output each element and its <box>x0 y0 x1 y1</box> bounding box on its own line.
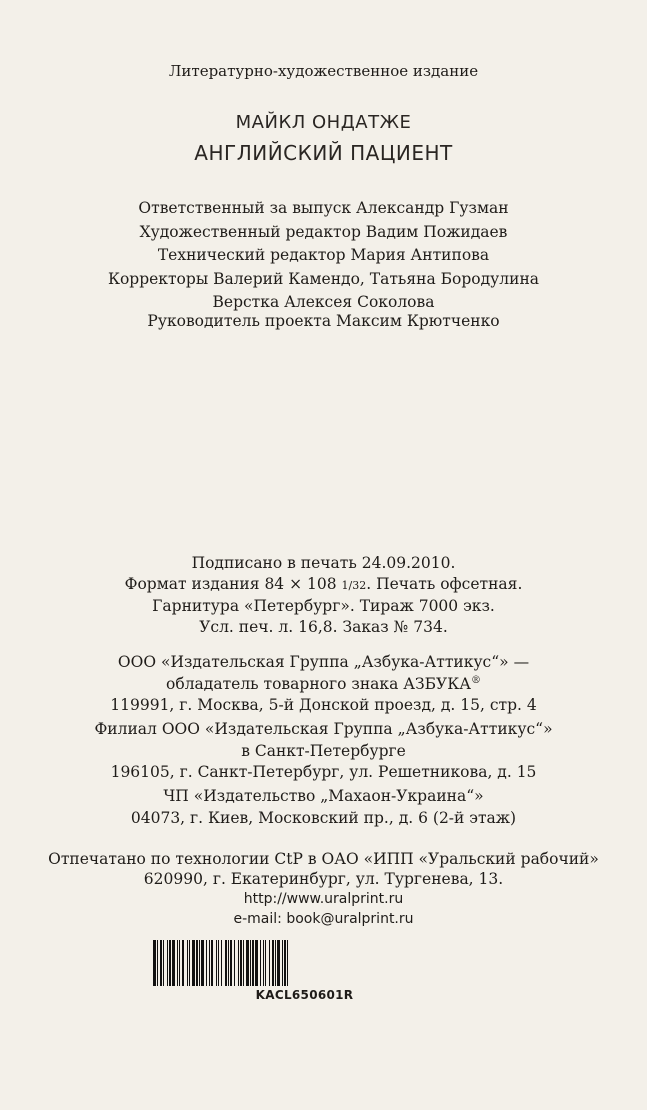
trademark-line: обладатель товарного знака АЗБУКА® <box>166 674 481 693</box>
registered-mark: ® <box>470 674 481 686</box>
printer-info <box>0 849 647 929</box>
credit-line: Художественный редактор Вадим Пожидаев <box>139 222 508 241</box>
branch-name: Филиал ООО «Издательская Группа „Азбука-Аттикус“» <box>94 720 553 738</box>
branch-city: в Санкт-Петербурге <box>241 741 406 760</box>
author-name: МАЙКЛ ОНДАТЖЕ <box>235 112 412 133</box>
credit-line: Технический редактор Мария Антипова <box>157 246 490 264</box>
print-info <box>0 553 647 638</box>
printer-name: Отпечатано по технологии CtP в ОАО «ИПП «Уральский рабочий» <box>48 850 599 868</box>
series-note: Литературно-художественное издание <box>168 62 479 80</box>
book-title: АНГЛИЙСКИЙ ПАЦИЕНТ <box>194 141 453 165</box>
ukraine-partner <box>0 786 647 829</box>
barcode <box>153 940 456 1002</box>
format-fraction: 1/32 <box>341 579 367 592</box>
branch-info <box>0 719 647 784</box>
printer-address: 620990, г. Екатеринбург, ул. Тургенева, 13. <box>143 870 504 888</box>
ukraine-address: 04073, г. Киев, Московский пр., д. 6 (2-й этаж) <box>130 808 517 827</box>
typeface-run: Гарнитура «Петербург». Тираж 7000 экз. <box>152 597 495 615</box>
credits-list <box>0 197 647 315</box>
format-line: Формат издания 84 × 108 1/32. Печать офсетная. <box>124 575 523 593</box>
branch-address: 196105, г. Санкт-Петербург, ул. Решетникова, д. 15 <box>110 763 537 781</box>
sheets-order: Усл. печ. л. 16,8. Заказ № 734. <box>199 618 448 636</box>
credit-line: Ответственный за выпуск Александр Гузман <box>138 199 509 217</box>
barcode-bars <box>153 940 456 986</box>
publisher-address: 119991, г. Москва, 5-й Донской проезд, д. 15, стр. 4 <box>110 696 537 714</box>
credit-line: Верстка Алексея Соколова <box>212 293 435 311</box>
publisher-name: ООО «Издательская Группа „Азбука-Аттикус“» — <box>117 653 530 671</box>
credit-line: Корректоры Валерий Камендо, Татьяна Бородулина <box>107 269 540 288</box>
ukraine-name: ЧП «Издательство „Махаон-Украина“» <box>163 787 484 805</box>
barcode-label: KACL650601R <box>255 988 354 1002</box>
publisher-info <box>0 652 647 717</box>
printer-url: http://www.uralprint.ru <box>243 891 404 907</box>
signed-date: Подписано в печать 24.09.2010. <box>191 554 456 572</box>
printer-email: e-mail: book@uralprint.ru <box>233 911 414 927</box>
title-block <box>0 112 647 165</box>
project-lead: Руководитель проекта Максим Крютченко <box>147 312 500 330</box>
